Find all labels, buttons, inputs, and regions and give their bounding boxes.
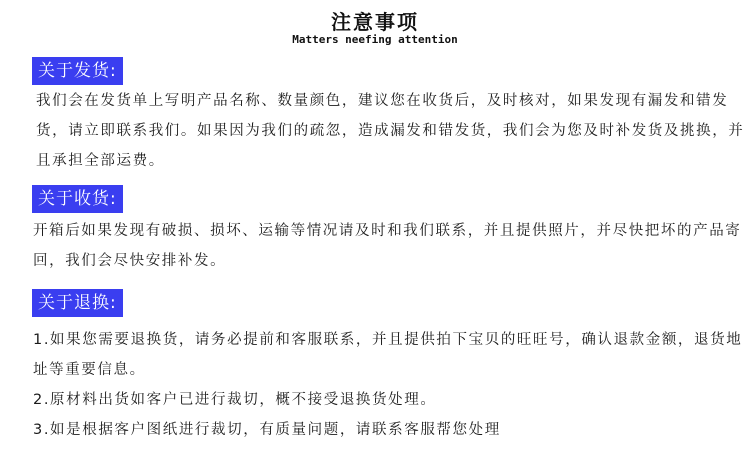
page-subtitle: Matters neefing attention (292, 33, 458, 46)
section-heading-receiving: 关于收货: (32, 185, 123, 213)
returns-item-1: 1.如果您需要退换货，请务必提前和客服联系，并且提供拍下宝贝的旺旺号，确认退款金额，退货地址等重要信息。 (33, 332, 743, 378)
section-heading-returns: 关于退换: (32, 289, 123, 317)
returns-item-3: 3.如是根据客户图纸进行裁切，有质量问题，请联系客服帮您处理 (33, 422, 501, 438)
section-text-shipping: 我们会在发货单上写明产品名称、数量颜色，建议您在收货后，及时核对，如果发现有漏发和错发货，请立即联系我们。如果因为我们的疏忽，造成漏发和错发货，我们会为您及时补发货及挑换，并且承担全部运费。 (36, 93, 745, 169)
page-title: 注意事项 (331, 10, 419, 34)
returns-item-2: 2.原材料出货如客户已进行裁切，概不接受退换货处理。 (33, 392, 437, 408)
section-heading-shipping: 关于发货: (32, 57, 123, 85)
section-text-receiving: 开箱后如果发现有破损、损坏、运输等情况请及时和我们联系，并且提供照片，并尽快把坏的产品寄回，我们会尽快安排补发。 (33, 223, 742, 269)
section-text-returns (33, 325, 745, 445)
